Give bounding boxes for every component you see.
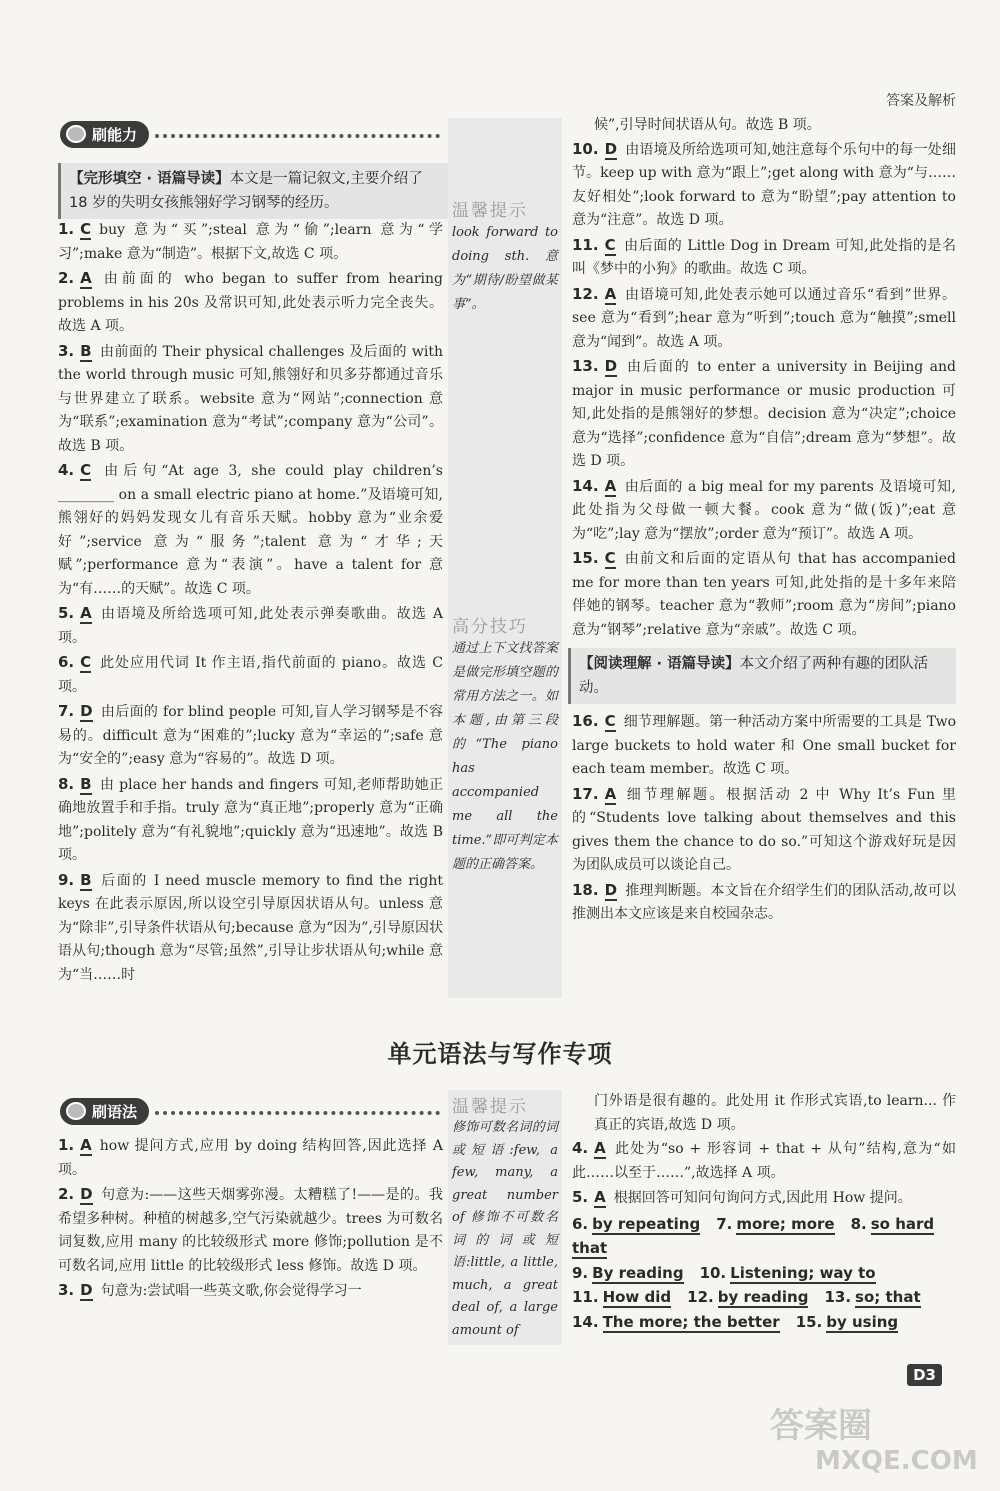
fill-number: 14. [572,1312,599,1331]
tip-title: 高分技巧 [452,617,528,637]
dotted-divider [155,134,440,138]
fill-row [572,1310,956,1335]
grammar-tip-box [452,1092,558,1342]
grammar-section-title: 单元语法与写作专项 [387,1040,613,1068]
item-explanation: 由后面的 Little Dog in Dream 可知,此处指的是名叫《梦中的小狗》的歌曲。故选 C 项。 [572,237,956,277]
tip-body: 修饰可数名词的词或短语:few, a few, many, a great number of 修饰不可数名词的词或短语:little, a little, much, a great deal of, a large amount of [452,1120,558,1338]
item-explanation: 由语境及所给选项可知,她注意每个乐句中的每一处细节。keep up with 意为“跟上”;get along with 意为“与……友好相处”;look forward to 意为“盼望”;pay attention to 意为“注意”。故选 D 项。 [572,141,956,228]
answer-item [572,1186,956,1211]
answer-item [58,1183,443,1278]
item-explanation: 由前面的 who began to suffer from hearing problems in his 20s 及常识可知,此处表示听力完全丧失。故选 A 项。 [58,271,443,334]
fill-answer: Listening; way to [730,1263,876,1282]
answer-item [58,267,443,339]
fill-number: 15. [795,1312,823,1331]
answer-item [58,773,443,868]
item-answer: C [80,461,92,479]
item-explanation: 由后面的 to enter a university in Beijing and major in music performance or music production 可知,此处指的是熊翎好的梦想。decision 意为“决定”;choice 意为“选择”;confidence 意为“自信”;dream 意为“梦想”。故选 D 项。 [572,359,956,469]
item-number: 15. [572,549,599,567]
item-answer: C [80,220,92,238]
fill-answer: By reading [592,1263,684,1282]
item-answer: D [604,357,618,375]
item-number: 12. [572,284,599,303]
section-badge-label: 刷能力 [60,121,149,148]
reading-items [572,710,956,927]
item-number: 3. [58,341,75,360]
item-answer: D [80,1185,93,1203]
item-explanation: 由语境及所给选项可知,此处表示弹奏歌曲。故选 A 项。 [58,606,443,646]
item-answer: A [80,1136,92,1154]
item-number: 4. [572,1139,589,1157]
page-number: D3 [907,1364,942,1386]
fill-number: 10. [699,1263,727,1282]
answer-item [572,138,956,233]
item-answer: A [604,784,617,803]
answer-item [572,547,956,642]
fill-number: 6. [572,1214,589,1233]
grammar-right-column [572,1090,956,1334]
answer-item [572,710,956,782]
item-answer: D [80,702,93,720]
tip-body: look forward to doing sth. 意为“期待/盼望做某事”。 [452,225,558,312]
fill-answer: more; more [736,1214,835,1233]
continued-text: 门外语是很有趣的。此处用 it 作形式宾语,to learn... 作真正的宾语,故选 D 项。 [594,1093,956,1133]
answer-item [58,340,443,459]
left-answer-column [58,218,443,988]
item-explanation: 细节理解题。根据活动 2 中 Why It’s Fun 里的“Students love talking about themselves and this gives them the chance to do so.”可知这个游戏好玩是因为团队成员可以谈论自己。 [572,786,956,873]
fill-row [572,1261,956,1286]
item-answer: A [80,604,92,622]
tip-title: 温馨提示 [452,201,528,221]
item-number: 7. [58,702,75,720]
answer-item [58,459,443,601]
fill-number: 12. [687,1288,714,1306]
item-answer: B [80,870,92,889]
reading-intro-box [568,648,956,704]
item-answer: A [80,269,92,287]
item-number: 11. [572,235,599,254]
fill-answer: so hard that [572,1214,935,1257]
item-explanation: how 提问方式,应用 by doing 结构回答,因此选择 A 项。 [58,1138,443,1178]
tip-body: 通过上下文找答案是做完形填空题的常用方法之一。如本题,由第三段的“The piano has accompanied me all the time.”即可判定本题的正确答案。 [452,641,558,872]
answer-item [58,602,443,650]
item-explanation: 推理判断题。本文旨在介绍学生们的团队活动,故可以推测出本文应该是来自校园杂志。 [572,882,956,922]
fill-in-answers [572,1212,956,1335]
item-answer: A [604,476,617,495]
header-title: 答案及解析 [886,93,956,109]
answer-item [58,869,443,988]
fill-answer: The more; the better [602,1312,780,1331]
reading-intro-label: 【阅读理解 · 语篇导读】 [579,656,740,672]
item-explanation: 由 place her hands and fingers 可知,老师帮助她正确地放置手和手指。truly 意为“真正地”;properly 意为“正确地”;politely 意为“有礼貌地”;quickly 意为“迅速地”。故选 B 项。 [58,776,443,863]
answer-item [572,234,956,282]
item-answer: A [594,1139,606,1157]
item-answer: C [604,712,616,730]
continued-text: 候”,引导时间状语从句。故选 B 项。 [594,117,821,133]
item-answer: C [604,235,616,254]
item-number: 6. [58,653,75,671]
item-answer: D [604,880,618,899]
right-answer-column [572,114,956,928]
item-number: 3. [58,1281,75,1299]
answer-item [572,783,956,878]
tip-box-warm [452,196,558,317]
item-explanation: 此处为“so + 形容词 + that + 从句”结构,意为“如此……以至于……”,故选择 A 项。 [572,1141,956,1181]
fill-number: 8. [850,1214,867,1233]
fill-answer: by reading [717,1288,809,1306]
tip-box-skill [452,612,558,877]
fill-number: 11. [572,1288,599,1306]
item-answer: B [80,774,92,793]
item-explanation: 句意为:尝试唱一些英文歌,你会觉得学习一 [100,1283,362,1299]
section-badge-grammar [60,1097,440,1125]
fill-answer: How did [602,1288,672,1306]
item-explanation: 由前面的 Their physical challenges 及后面的 with the world through music 可知,熊翎好和贝多芬都通过音乐与世界建立了联系。website 意为“网站”;connection 意为“联系”;examination 意为“考试”;company 意为“公司”。故选 B 项。 [58,343,443,454]
item-explanation: 此处应用代词 It 作主语,指代前面的 piano。故选 C 项。 [58,655,443,695]
fill-answer: by repeating [592,1214,701,1233]
right-items [572,138,956,643]
item-number: 14. [572,476,599,495]
item-explanation: 根据回答可知问句询问方式,因此用 How 提问。 [613,1190,912,1206]
grammar-left-column [58,1134,443,1305]
fill-row [572,1212,956,1261]
answer-item [572,879,956,927]
answer-item [58,651,443,699]
answer-item [58,1279,443,1304]
item-explanation: 由后面的 for blind people 可知,盲人学习钢琴是不容易的。difficult 意为“困难的”;lucky 意为“幸运的”;safe 意为“安全的”;easy 意为“容易的”。故选 D 项。 [58,704,443,767]
item-answer: A [594,1188,606,1206]
answer-item [572,355,956,474]
item-explanation: 由语境可知,此处表示她可以通过音乐“看到”世界。see 意为“看到”;hear 意为“听到”;touch 意为“触摸”;smell 意为“闻到”。故选 A 项。 [572,286,956,350]
dotted-divider [155,1111,440,1115]
item-explanation: 后面的 I need muscle memory to find the right keys 在此表示原因,所以设空引导原因状语从句。unless 意为“除非”,引导条件状语从句;because 意为“因为”,引导原因状语从句;though 意为“尽管;虽然”,引导让步状语从句;while 意为“当……时 [58,872,443,983]
item-number: 5. [572,1188,589,1206]
fill-number: 7. [716,1214,733,1233]
item-answer: A [604,284,617,303]
answer-item [572,475,956,547]
answer-item [572,283,956,355]
item-number: 17. [572,784,599,803]
item-number: 5. [58,604,75,622]
watermark-logo: 答案圈 [770,1406,872,1446]
item-number: 4. [58,461,75,479]
watermark-site: MXQE.COM [815,1446,978,1476]
cloze-intro-box [58,163,452,219]
item-number: 16. [572,712,599,730]
item-answer: B [80,341,92,360]
fill-number: 13. [824,1288,852,1306]
answer-item [58,700,443,772]
item-answer: C [80,653,92,671]
fill-answer: so; that [855,1288,921,1306]
item-explanation: 由前文和后面的定语从句 that has accompanied me for more than ten years 可知,此处指的是十多年来陪伴她的钢琴。teacher 意为“教师”;room 意为“房间”;piano 意为“钢琴”;relative 意为“亲戚”。故选 C 项。 [572,551,956,638]
cloze-intro-text: 本文是一篇记叙文,主要介绍了 18 岁的失明女孩熊翎好学习钢琴的经历。 [69,171,423,211]
item-number: 10. [572,139,599,158]
fill-row [572,1285,956,1310]
item-number: 1. [58,220,75,238]
fill-number: 9. [572,1263,589,1282]
item-explanation: 由后句“At age 3, she could play children’s ________ on a small electric piano at home.”及语境可知,熊翎好的妈妈发现女儿有音乐天赋。hobby 意为“业余爱好”;service 意为“服务”;talent 意为“才华;天赋”;performance 意为“表演”。have a talent for 意为“有……的天赋”。故选 C 项。 [58,463,443,597]
item-answer: C [604,549,616,567]
fill-answer: by using [826,1312,899,1331]
tip-title: 温馨提示 [452,1097,528,1117]
answer-item [58,218,443,266]
item-explanation: 细节理解题。第一种活动方案中所需要的工具是 Two large buckets to hold water 和 One small bucket for each team member。故选 C 项。 [572,714,956,777]
section-badge-ability [60,120,440,148]
grammar-right-items [572,1137,956,1211]
item-answer: D [80,1281,93,1299]
answer-item [58,1134,443,1182]
item-explanation: buy 意为“买”;steal 意为“偷”;learn 意为“学习”;make 意为“制造”。根据下文,故选 C 项。 [58,222,443,262]
item-number: 2. [58,269,75,287]
cloze-intro-label: 【完形填空 · 语篇导读】 [69,171,230,187]
reading-intro-text: 本文介绍了两种有趣的团队活动。 [579,656,929,696]
answer-item [572,1137,956,1185]
item-explanation: 由后面的 a big meal for my parents 及语境可知,此处指为父母做一顿大餐。cook 意为“做(饭)”;eat 意为“吃”;lay 意为“摆放”;order 意为“预订”。故选 A 项。 [572,478,956,542]
item-number: 9. [58,870,75,889]
item-number: 2. [58,1185,75,1203]
item-number: 1. [58,1136,75,1154]
item-number: 13. [572,357,599,375]
item-explanation: 句意为:——这些天烟雾弥漫。太糟糕了!——是的。我希望多种树。种植的树越多,空气污染就越少。trees 为可数名词复数,应用 many 的比较级形式 more 修饰;pollution 是不可数名词,应用 little 的比较级形式 less 修饰。故选 D 项。 [58,1187,443,1274]
item-answer: D [604,139,618,158]
item-number: 8. [58,774,75,793]
item-number: 18. [572,880,599,899]
section-badge-label: 刷语法 [60,1098,149,1125]
